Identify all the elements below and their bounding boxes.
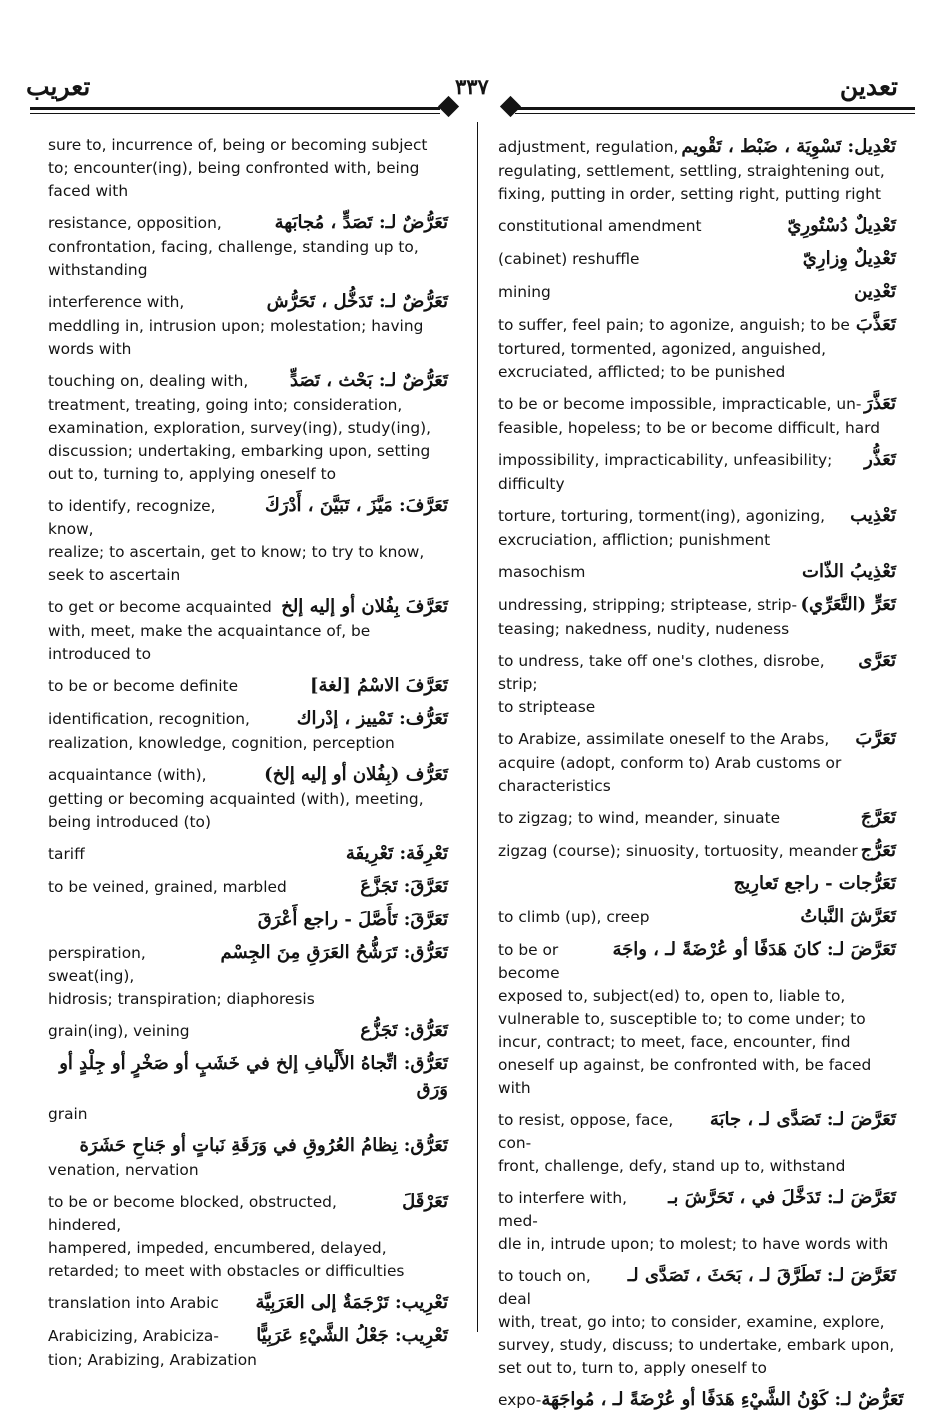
dictionary-entry xyxy=(48,706,448,755)
entry-headword: تَعَذَّبَ xyxy=(855,314,896,335)
right-running-headword: تعدين xyxy=(839,72,898,101)
dictionary-entry xyxy=(48,493,448,587)
entry-headword: تَعَرَّقَ: تَجَزَّعَ xyxy=(360,876,448,897)
entry-translation: interference with, xyxy=(48,293,185,311)
dictionary-entry xyxy=(48,368,448,486)
entry-translation-cont: with, treat, go into; to consider, examine, explore, survey, study, discuss; to undertake, embark upon, set out to, turn to, apply oneself to xyxy=(498,1313,895,1377)
dictionary-entry xyxy=(48,594,448,666)
entry-translation: undressing, stripping; striptease, strip- xyxy=(498,596,798,614)
dictionary-entry xyxy=(48,1290,448,1316)
dictionary-entry xyxy=(498,503,896,552)
entry-headword: تَعْذِيب xyxy=(850,505,896,526)
entry-headword: تَعْرِفَة: تَعْرِيفَة xyxy=(345,843,448,864)
entry-headword: تَعَرَّبَ xyxy=(855,728,896,749)
entry-headword: تَعَرُّف (بِفُلان أو إليه إلخ) xyxy=(264,764,448,785)
entry-headword: تَعَذَّرَ xyxy=(864,393,896,414)
entry-headword: تَعَرَّجَ xyxy=(860,807,896,828)
dictionary-entry xyxy=(498,838,896,864)
dictionary-entry xyxy=(498,447,896,496)
entry-headword: تَعَرُّضٌ لـ: تَدَخُّل ، تَحَرُّش xyxy=(266,291,448,312)
dictionary-entry xyxy=(48,841,448,867)
dictionary-entry xyxy=(498,279,896,305)
entry-translation: sure to, incurrence of, being or becoming subject to; encounter(ing), being confronted with, being faced with xyxy=(48,136,428,200)
page-header xyxy=(0,72,946,112)
entry-headword: تَعَرَّفَ: مَيَّزَ ، تَبَيَّنَ ، أَدْرَكَ xyxy=(264,495,448,516)
entry-translation: to climb (up), creep xyxy=(498,908,650,926)
entry-translation: masochism xyxy=(498,563,586,581)
entry-headword: تَعَرُّضٌ لـ: بَحْث ، تَصَدٍّ xyxy=(289,370,448,391)
dictionary-entry xyxy=(48,1133,448,1182)
entry-translation: to be or become definite xyxy=(48,677,239,695)
entry-translation-cont: acquire (adopt, conform to) Arab customs or characteristics xyxy=(498,754,842,795)
dictionary-entry xyxy=(48,1189,448,1283)
entry-headword: تَعَرَّضَ لـ: كانَ هَدَفًا أو عُرْضَةً لـ ، واجَهَ xyxy=(612,939,896,960)
entry-translation-cont: difficulty xyxy=(498,475,565,493)
entry-headword: تَعَرٍّ (التَّعَرِّي) xyxy=(800,594,896,615)
entry-headword: تَعْدِيلٌ وِزارِيّ xyxy=(802,248,896,269)
entry-translation-cont: hampered, impeded, encumbered, delayed, retarded; to meet with obstacles or difficulties xyxy=(48,1239,405,1280)
entry-translation-cont: regulating, settlement, settling, straightening out, fixing, putting in order, setting right, putting right xyxy=(498,162,885,203)
entry-translation-cont: hidrosis; transpiration; diaphoresis xyxy=(48,990,315,1008)
entry-translation: translation into Arabic xyxy=(48,1294,219,1312)
dictionary-entry xyxy=(498,246,896,272)
right-column xyxy=(498,134,904,1420)
entry-headword: تَعَرْقَلَ xyxy=(402,1191,448,1212)
left-running-headword: تعريب xyxy=(26,72,91,101)
entry-translation-cont: feasible, hopeless; to be or become difficult, hard xyxy=(498,419,881,437)
entry-headword: تَعَرُّجات - راجع تَعارِيج xyxy=(733,873,896,894)
entry-translation: Arabicizing, Arabiciza- xyxy=(48,1327,219,1345)
entry-headword: تَعَرُّق: نِظامُ العُرُوقِ في وَرَقَةِ نَباتٍ أو جَناحِ حَشَرَة xyxy=(79,1135,448,1156)
dictionary-entry xyxy=(498,871,896,897)
entry-translation: resistance, opposition, xyxy=(48,214,222,232)
entry-headword: تَعْرِيب: تَرْجَمَةٌ إلى العَرَبِيَّة xyxy=(255,1292,448,1313)
dictionary-entry xyxy=(48,1018,448,1044)
dictionary-entry xyxy=(48,289,448,361)
entry-translation: to suffer, feel pain; to agonize, anguish; to be xyxy=(498,316,850,334)
dictionary-entry xyxy=(498,1387,904,1413)
entry-translation-cont: tion; Arabizing, Arabization xyxy=(48,1351,257,1369)
entry-translation: expo- xyxy=(498,1391,542,1409)
entry-translation: to be or become blocked, obstructed, hindered, xyxy=(48,1193,337,1234)
dictionary-entry xyxy=(498,1185,896,1256)
entry-translation: to get or become acquainted xyxy=(48,598,272,616)
entry-headword: تَعَرَّقَ: تَأَصَّلَ - راجع أَعْرَقَ xyxy=(257,909,448,930)
entry-headword: تَعْرِيب: جَعْلُ الشَّيْءِ عَرَبِيًّا xyxy=(256,1325,448,1346)
dictionary-entry xyxy=(498,726,896,798)
entry-translation: to undress, take off one's clothes, disrobe, strip; xyxy=(498,652,825,693)
dictionary-entry xyxy=(48,673,448,699)
entry-translation-cont: treatment, treating, going into; consideration, examination, exploration, survey(ing), study(ing), discussion; undertaking, embarking upon, setting out to, turning to, applying oneself to xyxy=(48,396,432,483)
entry-headword: تَعَرَّضَ لـ: تَطَرَّقَ لـ ، بَحَثَ ، تَصَدَّى لـ xyxy=(627,1265,896,1286)
entry-headword: تَعَرُّضٌ لـ: كَوْنُ الشَّيْءِ هَدَفًا أو عُرْضَةً لـ ، مُواجَهَة xyxy=(541,1389,904,1410)
dictionary-entry xyxy=(498,559,896,585)
dictionary-entry xyxy=(498,1107,896,1178)
entry-translation-cont: confrontation, facing, challenge, standing up to, withstanding xyxy=(48,238,419,279)
entry-translation-cont: realize; to ascertain, get to know; to try to know, seek to ascertain xyxy=(48,543,425,584)
entry-translation: grain xyxy=(48,1105,88,1123)
entry-translation: torture, torturing, torment(ing), agonizing, xyxy=(498,507,826,525)
column-divider xyxy=(477,122,478,1332)
entry-headword: تَعَرُّق: تَجَزُّع xyxy=(360,1020,448,1041)
entry-translation-cont: realization, knowledge, cognition, perception xyxy=(48,734,395,752)
entry-translation-cont: teasing; nakedness, nudity, nudeness xyxy=(498,620,790,638)
entry-headword: تَعْدِيلٌ دُسْتُورِيّ xyxy=(787,215,896,236)
entry-translation-cont: excruciation, affliction; punishment xyxy=(498,531,771,549)
dictionary-entry xyxy=(498,937,896,1100)
entry-translation: impossibility, impracticability, unfeasibility; xyxy=(498,451,833,469)
entry-translation: mining xyxy=(498,283,551,301)
dictionary-entry xyxy=(48,1051,448,1126)
entry-headword: تَعَذُّر xyxy=(864,449,896,470)
entry-translation-cont: tortured, tormented, agonized, anguished, excruciated, afflicted; to be punished xyxy=(498,340,826,381)
entry-translation: to Arabize, assimilate oneself to the Arabs, xyxy=(498,730,830,748)
dictionary-entry xyxy=(48,210,448,282)
dictionary-entry xyxy=(48,874,448,900)
entry-headword: تَعْدِين xyxy=(854,281,896,302)
entry-translation: to touch on, deal xyxy=(498,1267,591,1308)
entry-translation: tariff xyxy=(48,845,85,863)
entry-translation: constitutional amendment xyxy=(498,217,702,235)
entry-headword: تَعَرُّق: تَرَشُّحُ العَرَقِ مِنَ الجِسْم xyxy=(220,942,448,963)
dictionary-entry xyxy=(498,1263,896,1380)
entry-translation-cont: getting or becoming acquainted (with), meeting, being introduced (to) xyxy=(48,790,424,831)
entry-translation: to identify, recognize, know, xyxy=(48,497,216,538)
entry-translation: touching on, dealing with, xyxy=(48,372,249,390)
entry-headword: تَعَرُّف: تَمْييز ، إدْراك xyxy=(296,708,448,729)
dictionary-entry xyxy=(498,134,896,206)
entry-translation: to resist, oppose, face, con- xyxy=(498,1111,674,1152)
entry-headword: تَعْدِيل: تَسْوِيَة ، ضَبْط ، تَقْويم xyxy=(681,136,896,157)
dictionary-entry xyxy=(498,904,896,930)
dictionary-entry xyxy=(498,213,896,239)
entry-headword: تَعَرَّضَ لـ: تَصَدَّى لـ ، جابَهَ xyxy=(709,1109,896,1130)
dictionary-entry xyxy=(48,134,448,203)
entry-translation-cont: exposed to, subject(ed) to, open to, liable to, vulnerable to, susceptible to; to come under; to incur, contract; to meet, face, encounter, find oneself up against, be confronted with, be faced with xyxy=(498,987,872,1097)
entry-headword: تَعَرُّج xyxy=(860,840,896,861)
dictionary-entry xyxy=(498,312,896,384)
entry-translation: grain(ing), veining xyxy=(48,1022,190,1040)
entry-headword: تَعَرَّى xyxy=(858,650,896,671)
entry-translation: venation, nervation xyxy=(48,1161,199,1179)
entry-headword: تَعَرَّضَ لـ: تَدَخَّلَ في ، تَحَرَّشَ بـ xyxy=(668,1187,896,1208)
entry-translation-cont: meddling in, intrusion upon; molestation; having words with xyxy=(48,317,424,358)
entry-translation: to interfere with, med- xyxy=(498,1189,627,1230)
dictionary-entry xyxy=(48,1323,448,1372)
entry-translation: perspiration, sweat(ing), xyxy=(48,944,146,985)
left-column xyxy=(48,134,448,1379)
entry-translation: to be or become impossible, impracticable, un- xyxy=(498,395,862,413)
entry-headword: تَعَرُّق: اتِّجاهُ الأَلْيافِ إلخ في خَشَبٍ أو صَخْرٍ أو جِلْدٍ أو وَرَق xyxy=(59,1053,448,1100)
dictionary-entry xyxy=(48,940,448,1011)
entry-translation: zigzag (course); sinuosity, tortuosity, meander xyxy=(498,842,858,860)
entry-headword: تَعَرَّفَ بِفُلان أو إليه إلخ xyxy=(281,596,448,617)
entry-translation-cont: dle in, intrude upon; to molest; to have words with xyxy=(498,1235,889,1253)
entry-translation: to be or become xyxy=(498,941,560,982)
entry-translation: acquaintance (with), xyxy=(48,766,207,784)
dictionary-entry xyxy=(48,907,448,933)
dictionary-entry xyxy=(498,592,896,641)
entry-headword: تَعْذِيبُ الذّات xyxy=(802,561,896,582)
entry-translation: identification, recognition, xyxy=(48,710,250,728)
entry-translation: to be veined, grained, marbled xyxy=(48,878,287,896)
entry-headword: تَعَرُّضٌ لـ: تَصَدٍّ ، مُجابَهة xyxy=(274,212,448,233)
entry-translation: adjustment, regulation, xyxy=(498,138,679,156)
entry-translation-cont: front, challenge, defy, stand up to, withstand xyxy=(498,1157,846,1175)
dictionary-entry xyxy=(498,648,896,719)
dictionary-entry xyxy=(498,391,896,440)
entry-translation-cont: to striptease xyxy=(498,698,596,716)
entry-translation: (cabinet) reshuffle xyxy=(498,250,640,268)
entry-translation-cont: with, meet, make the acquaintance of, be introduced to xyxy=(48,622,371,663)
entry-translation: to zigzag; to wind, meander, sinuate xyxy=(498,809,781,827)
dictionary-entry xyxy=(48,762,448,834)
entry-headword: تَعَرَّفَ الاسْمُ [لغة] xyxy=(310,675,448,696)
page-number: ٣٣٧ xyxy=(455,74,489,99)
entry-headword: تَعَرَّشَ النَّباتُ xyxy=(800,906,896,927)
dictionary-entry xyxy=(498,805,896,831)
